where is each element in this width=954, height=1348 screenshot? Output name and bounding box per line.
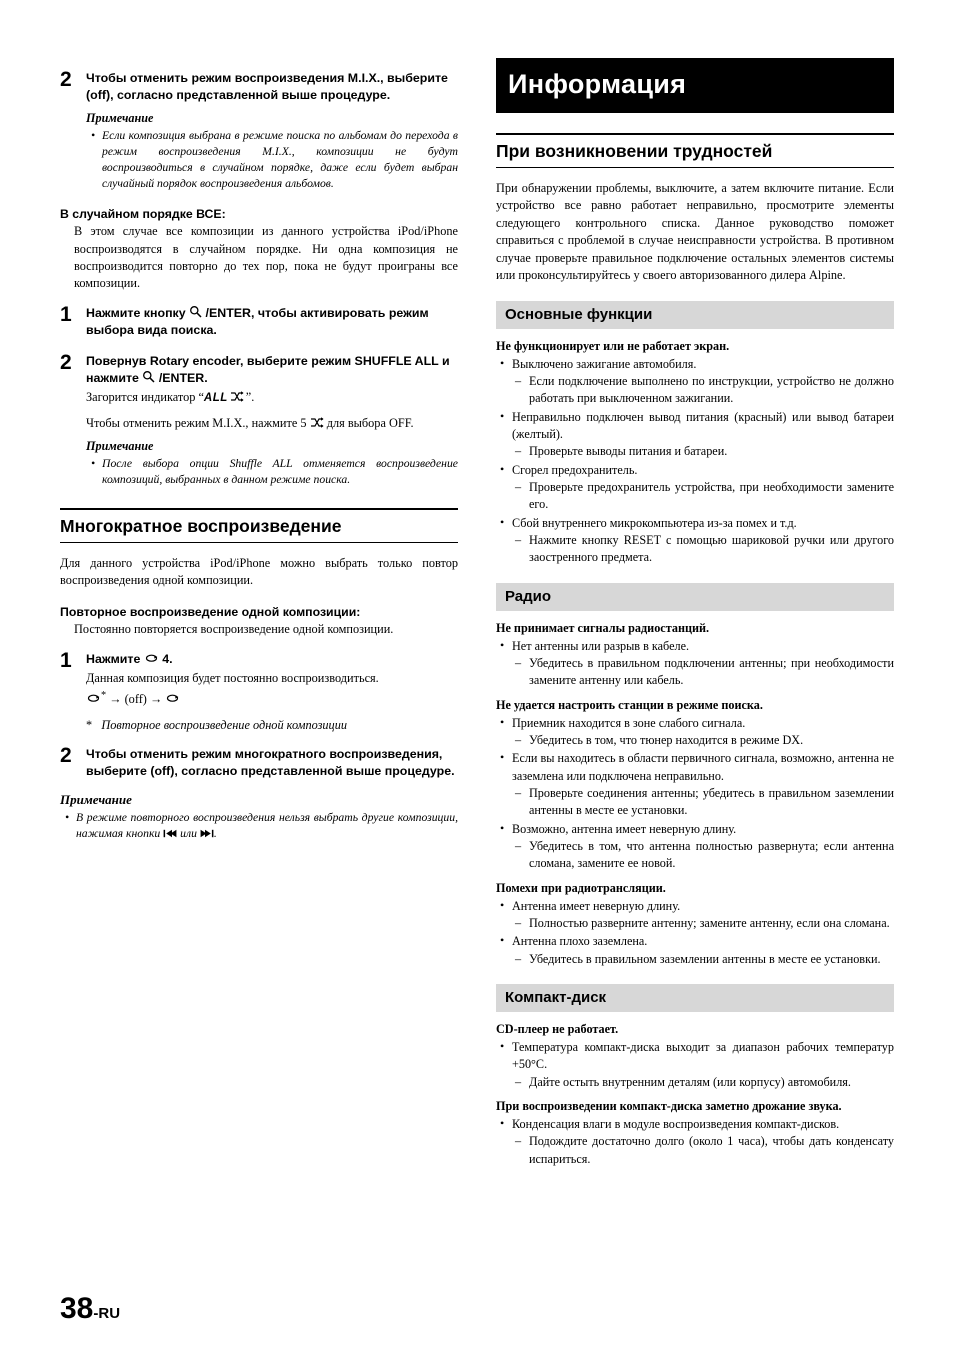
cause-item — [512, 515, 894, 567]
cause-item — [512, 821, 894, 873]
sequence-off: (off) — [124, 692, 147, 707]
left-column — [60, 58, 458, 1173]
random-all-block — [60, 206, 458, 293]
cause-item — [512, 356, 894, 408]
cancel-text-a: Чтобы отменить режим M.I.X., нажмите 5 — [86, 415, 307, 430]
page-suffix: -RU — [93, 1305, 121, 1322]
remedy-item: – Убедитесь в правильном подключении антенны; при необходимости замените антенну или кабель. — [529, 655, 894, 690]
remedy-list — [512, 838, 894, 873]
remedy-item: – Убедитесь в том, что тюнер находится в режиме DX. — [529, 732, 894, 749]
note-item — [76, 810, 458, 842]
step-body — [86, 651, 458, 735]
search-icon — [189, 305, 202, 318]
block-cd-sound-jitter — [496, 1099, 894, 1168]
remedy-item: – Нажмите кнопку RESET с помощью шариковой ручки или другого заостренного предмета. — [529, 532, 894, 567]
remedy-list — [512, 373, 894, 408]
page-number: 38 — [60, 1292, 94, 1325]
cause-text: Неправильно подключен вывод питания (красный) или вывод батареи (желтый). — [512, 409, 894, 442]
remedy-item: – Проверьте предохранитель устройства, при необходимости замените его. — [529, 479, 894, 514]
remedy-list — [512, 479, 894, 514]
repeat-icon — [165, 693, 180, 704]
cause-item — [512, 1116, 894, 1168]
right-column — [496, 58, 894, 1173]
step-title — [86, 651, 458, 668]
remedy-list — [512, 732, 894, 749]
remedy-item: – Полностью разверните антенну; замените антенну, если она сломана. — [529, 915, 894, 932]
group-band-compact-disc: Компакт-диск — [496, 984, 894, 1012]
cause-list — [496, 638, 894, 690]
cause-item — [512, 933, 894, 968]
repeat-desc: Данная композиция будет постоянно воспроизводиться. — [86, 670, 379, 685]
remedy-list — [512, 915, 894, 932]
search-icon — [142, 370, 155, 383]
note-heading: Примечание — [86, 439, 154, 454]
remedy-item: – Если подключение выполнено по инструкции, устройство не должно работать при выключенном зажигании. — [529, 373, 894, 408]
remedy-item: – Убедитесь в правильном заземлении антенны в месте ее установки. — [529, 951, 894, 968]
repeat-one-body: Постоянно повторяется воспроизведение одной композиции. — [74, 622, 394, 637]
step-search-mode — [60, 302, 458, 341]
remedy-list — [512, 655, 894, 690]
next-track-icon — [200, 829, 214, 838]
block-seek-tuning — [496, 698, 894, 873]
remedy-list — [512, 532, 894, 567]
repeat-sequence — [86, 689, 458, 709]
footnote-marker: * — [86, 717, 93, 732]
previous-track-icon — [163, 829, 177, 838]
cause-item — [512, 462, 894, 514]
remedy-item: – Убедитесь в том, что антенна полностью развернута; если антенна сломана, замените ее новой. — [529, 838, 894, 873]
shuffle-icon — [310, 417, 324, 428]
block-screen-not-working — [496, 339, 894, 567]
cause-list — [496, 715, 894, 873]
cause-list — [496, 1116, 894, 1168]
remedy-list — [512, 785, 894, 820]
step-title — [86, 353, 458, 387]
problem-title: Не функционирует или не работает экран. — [496, 338, 730, 353]
step-number: 2 — [60, 68, 72, 91]
cause-text: Сбой внутреннего микрокомпьютера из-за помех и т.д. — [512, 515, 797, 530]
cancel-text-b: для выбора OFF. — [326, 415, 414, 430]
sequence-arrow-2: → — [149, 692, 163, 707]
remedy-item: – Дайте остыть внутренним деталям (или корпусу) автомобиля. — [529, 1074, 894, 1091]
note-text: В режиме повторного воспроизведения нельзя выбрать другие композиции, нажимая кнопки — [76, 811, 458, 841]
problem-title: При воспроизведении компакт-диска заметно дрожание звука. — [496, 1098, 842, 1113]
cause-item — [512, 409, 894, 461]
cause-text: Возможно, антенна имеет неверную длину. — [512, 821, 737, 836]
step-title: Чтобы отменить режим воспроизведения M.I.X., выберите (off), согласно представленной выше процедуре. — [86, 71, 448, 103]
cause-text: Если вы находитесь в области первичного сигнала, возможно, антенна не заземлена или подключена неправильно. — [512, 751, 894, 783]
repeat-icon — [144, 653, 159, 664]
remedy-item: – Проверьте выводы питания и батареи. — [529, 443, 894, 460]
step-title-part-a: Повернув Rotary encoder, выберите режим SHUFFLE ALL и нажмите — [86, 354, 450, 386]
remedy-list — [512, 951, 894, 968]
note-text-end: . — [213, 827, 217, 841]
sequence-arrow-1: → — [109, 692, 122, 707]
cause-text: Нет антенны или разрыв в кабеле. — [512, 638, 690, 653]
indicator-line — [86, 389, 458, 406]
cancel-mix-line — [86, 415, 458, 432]
note-list — [86, 456, 458, 488]
group-band-basic-functions: Основные функции — [496, 301, 894, 329]
remedy-item: – Проверьте соединения антенны; убедитесь в правильном заземлении антенны в месте ее установки. — [529, 785, 894, 820]
step-body — [86, 305, 458, 341]
step-title-part-b: /ENTER, чтобы активировать режим выбора вида поиска. — [86, 305, 429, 337]
step-number: 1 — [60, 302, 72, 326]
page-footer — [60, 1292, 120, 1326]
block-broadcast-noise — [496, 881, 894, 968]
cause-item — [512, 715, 894, 750]
block-no-radio-signal — [496, 621, 894, 690]
cause-text: Антенна плохо заземлена. — [512, 934, 648, 949]
problem-title: Не удается настроить станции в режиме поиска. — [496, 697, 763, 712]
shuffle-all-indicator: ALL — [203, 392, 228, 405]
step-title-part-a: Нажмите — [86, 651, 141, 666]
section-heading-repeat: Многократное воспроизведение — [60, 510, 458, 543]
repeat-intro: Для данного устройства iPod/iPhone можно выбрать только повтор воспроизведения одной композиции. — [60, 556, 458, 588]
step-body — [86, 70, 458, 196]
troubleshooting-intro: При обнаружении проблемы, выключите, а затем включите питание. Если устройство все равно работает неправильно, просмотрите элементы следующего контрольного списка. Данное руководство поможет справиться с проблемой в случае неисправности устройства. В противном случае проверьте правильное подключение остальных элементов системы или проконсультируйтесь у своего авторизованного дилера Alpine. — [496, 181, 894, 283]
problem-title: Не принимает сигналы радиостанций. — [496, 620, 710, 635]
footnote-line — [86, 717, 458, 734]
step-body — [86, 353, 458, 492]
cause-list — [496, 1039, 894, 1091]
group-band-radio: Радио — [496, 583, 894, 611]
remedy-list — [512, 1133, 894, 1168]
note-list — [60, 810, 458, 842]
cause-list — [496, 898, 894, 968]
note-item: • После выбора опции Shuffle ALL отменяется воспроизведение композиций, выбранных в данном режиме поиска. — [102, 456, 458, 488]
note-heading: Примечание — [60, 792, 132, 808]
step-body — [86, 746, 458, 782]
random-all-body: В этом случае все композиции из данного устройства iPod/iPhone воспроизводятся в случайном порядке. Ни одна композиция не воспроизводится повторно до тех пор, пока не будут проиграны все композиции. — [74, 224, 458, 291]
step-number: 1 — [60, 648, 72, 672]
step-press-repeat — [60, 648, 458, 735]
cause-text: Антенна имеет неверную длину. — [512, 898, 681, 913]
note-item: • Если композиция выбрана в режиме поиска по альбомам до перехода в режим воспроизведения M.I.X., композиции не будут воспроизводиться в случайном порядке, даже если будет выбран случайный порядок воспроизведения альбомов. — [102, 128, 458, 192]
note-list — [86, 128, 458, 192]
repeat-one-heading: Повторное воспроизведение одной композиции: — [60, 604, 361, 619]
cause-item — [512, 638, 894, 690]
cause-text: Приемник находится в зоне слабого сигнала. — [512, 715, 746, 730]
remedy-list — [512, 443, 894, 460]
step-cancel-mix — [60, 70, 458, 196]
step-title-part-b: 4. — [162, 651, 173, 666]
step-title-part-b: /ENTER. — [158, 371, 208, 386]
cause-list — [496, 356, 894, 567]
footnote-text: Повторное воспроизведение одной композиции — [101, 717, 348, 732]
step-number: 2 — [60, 351, 72, 375]
step-title — [86, 305, 458, 339]
step-cancel-repeat — [60, 746, 458, 782]
repeat-icon — [86, 693, 101, 704]
step-title: Чтобы отменить режим многократного воспроизведения, выберите (off), согласно представленной выше процедуре. — [86, 747, 455, 779]
note-heading: Примечание — [86, 111, 154, 126]
block-cd-player-not-working — [496, 1022, 894, 1091]
page-columns — [60, 58, 894, 1173]
cause-item — [512, 750, 894, 819]
problem-title: Помехи при радиотрансляции. — [496, 880, 666, 895]
remedy-list — [512, 1074, 894, 1091]
step-title-part-a: Нажмите кнопку — [86, 305, 186, 320]
cause-item — [512, 898, 894, 933]
cause-item — [512, 1039, 894, 1091]
cause-text: Выключено зажигание автомобиля. — [512, 356, 697, 371]
problem-title: CD-плеер не работает. — [496, 1021, 619, 1036]
indicator-text-b: ”. — [245, 390, 255, 405]
section-heading-troubleshooting: При возникновении трудностей — [496, 135, 894, 168]
cause-text: Конденсация влаги в модуле воспроизведения компакт-дисков. — [512, 1116, 840, 1131]
footnote-marker: * — [101, 690, 107, 702]
cause-text: Температура компакт-диска выходит за диапазон рабочих температур +50°C. — [512, 1039, 894, 1072]
indicator-text-a: Загорится индикатор “ — [86, 390, 204, 405]
shuffle-icon — [230, 391, 244, 402]
remedy-item: – Подождите достаточно долго (около 1 часа), чтобы дать конденсату испариться. — [529, 1133, 894, 1168]
chapter-banner-information: Информация — [496, 58, 894, 113]
cause-text: Сгорел предохранитель. — [512, 462, 638, 477]
note-text-or: или — [180, 827, 197, 841]
random-all-heading: В случайном порядке ВСЕ: — [60, 206, 226, 221]
step-shuffle-all — [60, 353, 458, 492]
step-number: 2 — [60, 744, 72, 768]
